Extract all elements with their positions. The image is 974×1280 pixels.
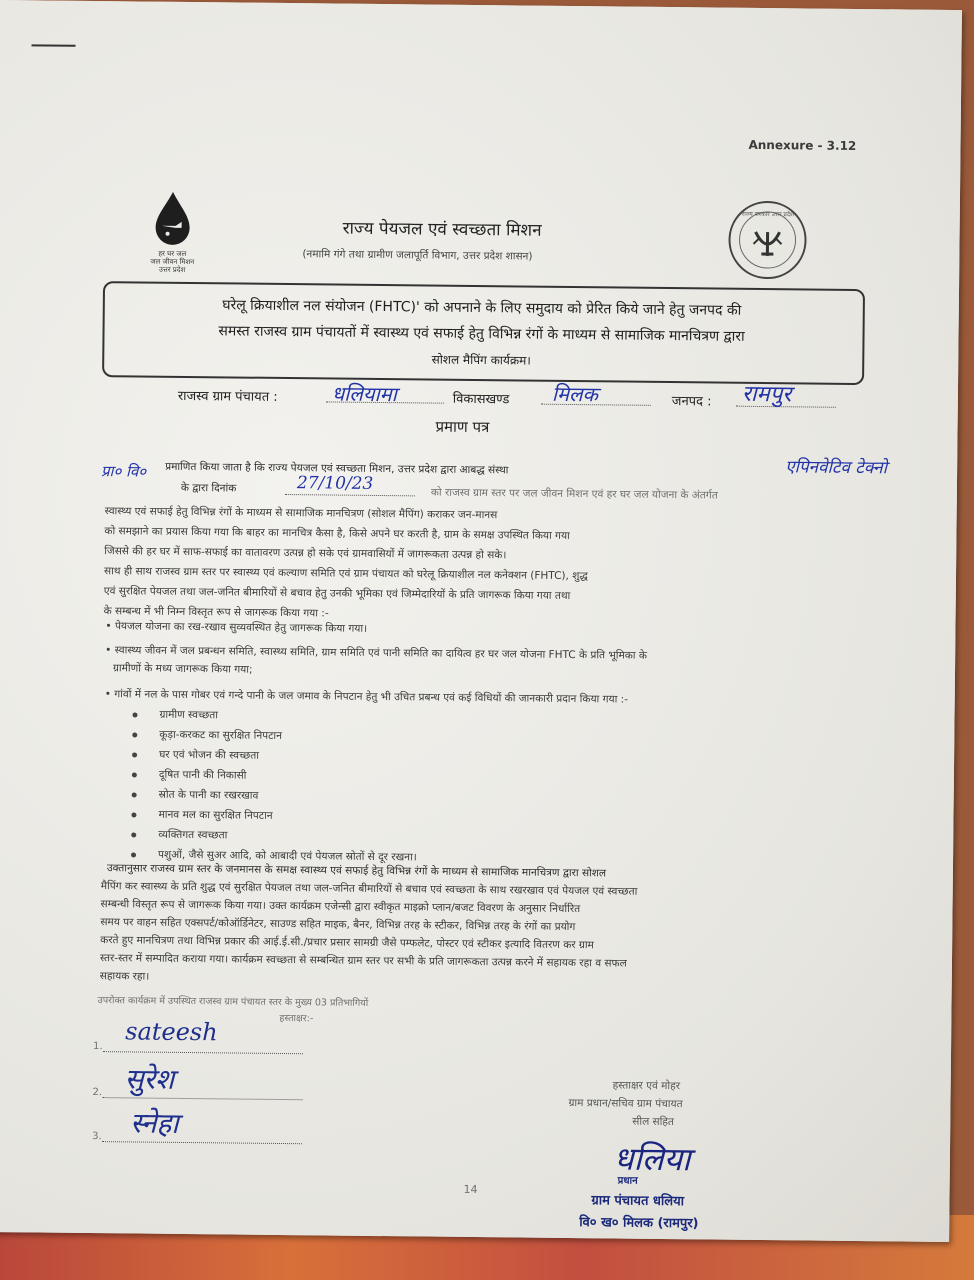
body-line: स्वास्थ्य एवं सफाई हेतु विभिन्न रंगों के माध्यम से सामाजिक मानचित्रण (सोशल मैपिंग) कराकर जन-मानस bbox=[104, 505, 498, 522]
signatures-label: हस्ताक्षर:- bbox=[279, 1012, 314, 1025]
stamp-line: वि० ख० मिलक (रामपुर) bbox=[579, 1215, 699, 1232]
sub-point: कूड़ा-करकट का सुरक्षित निपटान bbox=[132, 727, 282, 743]
attest-line: सील सहित bbox=[632, 1115, 675, 1129]
pradhan-signature: धलिया bbox=[613, 1139, 691, 1179]
heading-line: समस्त राजस्व ग्राम पंचायतों में स्वास्थ्य एवं सफाई हेतु विभिन्न रंगों के माध्यम से सामाजिक मानचित्रण द्वारा bbox=[218, 323, 745, 345]
signature-number: 1. bbox=[92, 1041, 103, 1053]
attest-line: हस्ताक्षर एवं मोहर bbox=[612, 1079, 681, 1093]
para-line: करते हुए मानचित्रण तथा विभिन्न प्रकार की आई.ई.सी./प्रचार प्रसार सामग्री जैसे पम्फलेट, पोस्टर एवं स्टीकर इत्यादि वितरण कर ग्राम bbox=[100, 934, 594, 952]
handwritten-agency: एपिनवेटिव टेक्नो bbox=[785, 457, 888, 479]
stamp-line: ग्राम पंचायत धलिया bbox=[591, 1193, 685, 1210]
gram-panchayat-label: राजस्व ग्राम पंचायत : bbox=[177, 388, 278, 405]
handwritten-date: 27/10/23 bbox=[296, 473, 374, 494]
sub-point: पशुओं, जैसे सुअर आदि, को आबादी एवं पेयजल स्रोतों से दूर रखना। bbox=[131, 847, 417, 864]
body-line: एवं सुरक्षित पेयजल तथा जल-जनित बीमारियों से बचाव हेतु उनकी भूमिका एवं जिम्मेदारियों के प्रति जागरूक किया गया तथा bbox=[103, 585, 571, 603]
body-line: के द्वारा दिनांक bbox=[180, 481, 237, 495]
block-label: विकासखण्ड bbox=[452, 391, 510, 408]
sub-point: घर एवं भोजन की स्वच्छता bbox=[132, 747, 259, 762]
mission-subtitle: (नमामि गंगे तथा ग्रामीण जलापूर्ति विभाग, उत्तर प्रदेश शासन) bbox=[302, 248, 533, 263]
body-line: के सम्बन्ध में भी निम्न विस्तृत रूप से जागरूक किया गया :- bbox=[103, 605, 329, 620]
stamp-role: प्रधान bbox=[617, 1175, 638, 1187]
district-label: जनपद : bbox=[671, 394, 712, 410]
bullet-icon bbox=[132, 752, 137, 757]
para-line: समय पर वाहन सहित एक्सपर्ट/कोऑर्डिनेटर, साउण्ड सहित माइक, बैनर, विभिन्न तरह के स्टीकर, विभिन्न तरह के रंगों का प्रयोग bbox=[100, 916, 576, 934]
point-item: • गांवों में नल के पास गोबर एवं गन्दे पानी के जल जमाव के निपटान हेतु भी उचित प्रबन्ध एवं कई विधियों की जानकारी प्रदान किया गया :- bbox=[104, 688, 629, 706]
sub-point: स्रोत के पानी का रखरखाव bbox=[132, 787, 259, 802]
sub-point: मानव मल का सुरक्षित निपटान bbox=[131, 807, 272, 822]
signature-line bbox=[103, 1051, 303, 1054]
annexure-label: Annexure - 3.12 bbox=[748, 137, 857, 153]
signature-line bbox=[102, 1141, 302, 1144]
page-number: 14 bbox=[463, 1182, 478, 1197]
bullet-icon bbox=[132, 712, 137, 717]
para-line: मैपिंग कर स्वास्थ्य के प्रति शुद्ध एवं सुरक्षित पेयजल तथा जल-जनित बीमारियों से बचाव एवं स्वच्छता के साथ रखरखाव एवं पेयजल एवं स्वच्छता bbox=[100, 880, 638, 898]
margin-mark bbox=[32, 44, 76, 46]
heading-box-text bbox=[110, 291, 853, 377]
body-line: जिससे की हर घर में साफ-सफाई का वातावरण उत्पन्न हो सके एवं ग्रामवासियों में जागरूकता उत्पन्न हो सके। bbox=[104, 545, 507, 562]
para-line: सम्बन्धी विस्तृत रूप से जागरूक किया गया। उक्त कार्यक्रम एजेन्सी द्वारा स्वीकृत माइक्रो प्लान/बजट विवरण के अनुसार निर्धारित bbox=[100, 898, 581, 916]
body-line: प्रमाणित किया जाता है कि राज्य पेयजल एवं स्वच्छता मिशन, उत्तर प्रदेश द्वारा आबद्ध संस्था bbox=[165, 460, 509, 477]
heading-line: सोशल मैपिंग कार्यक्रम। bbox=[431, 352, 531, 368]
water-drop-icon bbox=[137, 189, 208, 246]
logo-caption: उत्तर प्रदेश bbox=[159, 265, 186, 274]
body-line: साथ ही साथ राजस्व ग्राम स्तर पर स्वास्थ्य एवं कल्याण समिति एवं ग्राम पंचायत को घरेलू क्रियाशील नल कनेक्शन (FHTC), शुद्ध bbox=[103, 565, 588, 583]
sub-point: व्यक्तिगत स्वच्छता bbox=[131, 827, 227, 842]
sub-point: दूषित पानी की निकासी bbox=[132, 767, 247, 782]
bullet-icon bbox=[132, 732, 137, 737]
body-line: को राजस्व ग्राम स्तर पर जल जीवन मिशन एवं हर घर जल योजना के अंतर्गत bbox=[430, 486, 718, 502]
bullet-icon bbox=[131, 832, 136, 837]
sub-point: ग्रामीण स्वच्छता bbox=[132, 707, 218, 722]
body-line: को समझाने का प्रयास किया गया कि बाहर का मानचित्र कैसा है, किसे अपने घर करती है, ग्राम के समक्ष उपस्थित किया गया bbox=[104, 525, 570, 542]
handwritten-school: प्रा० वि० bbox=[100, 462, 147, 481]
para-line: उक्तानुसार राजस्व ग्राम स्तर के जनमानस के समक्ष स्वास्थ्य एवं सफाई हेतु विभिन्न रंगों के माध्यम से सामाजिक मानचित्रण द्वारा सोशल bbox=[106, 862, 607, 880]
bullet-icon bbox=[132, 772, 137, 777]
signatories-intro: उपरोक्त कार्यक्रम में उपस्थित राजस्व ग्राम पंचायत स्तर के मुख्य 03 प्रतिभागियों bbox=[97, 995, 369, 1009]
bullet-icon bbox=[131, 812, 136, 817]
up-government-emblem bbox=[725, 198, 810, 283]
water-drop-logo bbox=[137, 189, 208, 274]
para-line: सहायक रहा। bbox=[99, 970, 150, 983]
point-item: • स्वास्थ्य जीवन में जल प्रबन्धन समिति, स्वास्थ्य समिति, ग्राम समिति एवं पानी समिति का दायित्व हर घर जल योजना FHTC के प्रति भूमिका के bbox=[105, 644, 648, 662]
date-line bbox=[285, 494, 415, 496]
block-value: मिलक bbox=[551, 381, 599, 407]
signature-number: 3. bbox=[92, 1131, 102, 1143]
bullet-icon bbox=[131, 852, 136, 857]
signature-1: sateesh bbox=[125, 1017, 218, 1047]
heading-line: घरेलू क्रियाशील नल संयोजन (FHTC)' को अपनाने के लिए समुदाय को प्रेरित किये जाने हेतु जनपद की bbox=[222, 297, 742, 319]
gram-panchayat-value: धलियामा bbox=[331, 381, 397, 407]
logo-caption: जल जीवन मिशन bbox=[150, 257, 195, 267]
mission-title: राज्य पेयजल एवं स्वच्छता मिशन bbox=[342, 218, 542, 241]
signature-2: सुरेश bbox=[124, 1062, 175, 1096]
district-value: रामपुर bbox=[741, 381, 792, 408]
point-item: ग्रामीणों के मध्य जागरूक किया गया; bbox=[112, 662, 253, 676]
logo-caption: हर घर जल bbox=[158, 249, 187, 258]
attest-line: ग्राम प्रधान/सचिव ग्राम पंचायत bbox=[568, 1097, 683, 1111]
point-item: • पेयजल योजना का रख-रखाव सुव्यवस्थित हेतु जागरूक किया गया। bbox=[105, 620, 368, 635]
signature-line bbox=[103, 1097, 303, 1100]
emblem-text: राज्य सरकार उत्तर प्रदेश bbox=[741, 210, 795, 219]
signature-number: 2. bbox=[92, 1087, 103, 1099]
signature-3: स्नेहा bbox=[130, 1106, 179, 1140]
certificate-title: प्रमाण पत्र bbox=[435, 417, 490, 437]
bullet-icon bbox=[132, 792, 137, 797]
para-line: स्तर-स्तर में सम्पादित कराया गया। कार्यक्रम स्वच्छता से सम्बन्धित ग्राम स्तर पर सभी के प्रति जागरूकता उत्पन्न करने में सहायक रहा व सफल bbox=[99, 952, 627, 970]
